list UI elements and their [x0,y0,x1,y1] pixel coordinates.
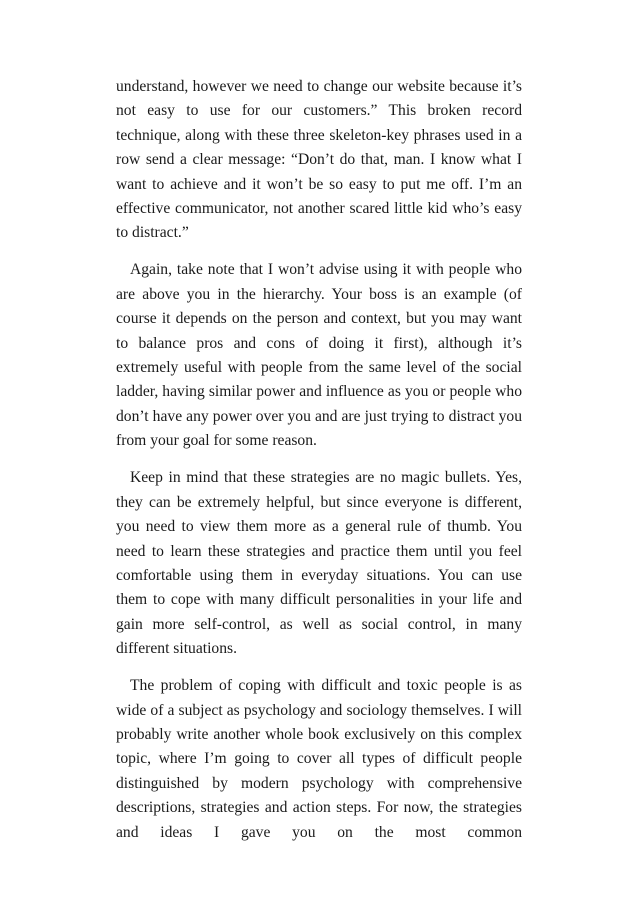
book-page [116,75,522,858]
paragraph-toxic-people: The problem of coping with difficult and toxic people is as wide of a subject as psychology and sociology themselves. I will probably write another whole book exclusively on this complex topic, where I’m going to cover all types of difficult people distinguished by modern psychology with comprehensive descriptions, strategies and action steps. For now, the strategies and ideas I gave you on the most common [116,677,522,841]
paragraph-hierarchy-advice: Again, take note that I won’t advise using it with people who are above you in the hierarchy. Your boss is an example (of course it depends on the person and context, but you may want to balance pros and cons of doing it first), although it’s extremely useful with people from the same level of the social ladder, having similar power and influence as you or people who don’t have any power over you and are just trying to distract you from your goal for some reason. [116,261,522,450]
paragraph-continuation: understand, however we need to change our website because it’s not easy to use for our customers.” This broken record technique, along with these three skeleton-key phrases used in a row send a clear message: “Don’t do that, man. I know what I want to achieve and it won’t be so easy to put me off. I’m an effective communicator, not another scared little kid who’s easy to distract.” [116,78,522,242]
paragraph-no-magic-bullets: Keep in mind that these strategies are no magic bullets. Yes, they can be extremely helpful, but since everyone is different, you need to view them more as a general rule of thumb. You need to learn these strategies and practice them until you feel comfortable using them in everyday situations. You can use them to cope with many difficult personalities in your life and gain more self-control, as well as social control, in many different situations. [116,469,522,658]
